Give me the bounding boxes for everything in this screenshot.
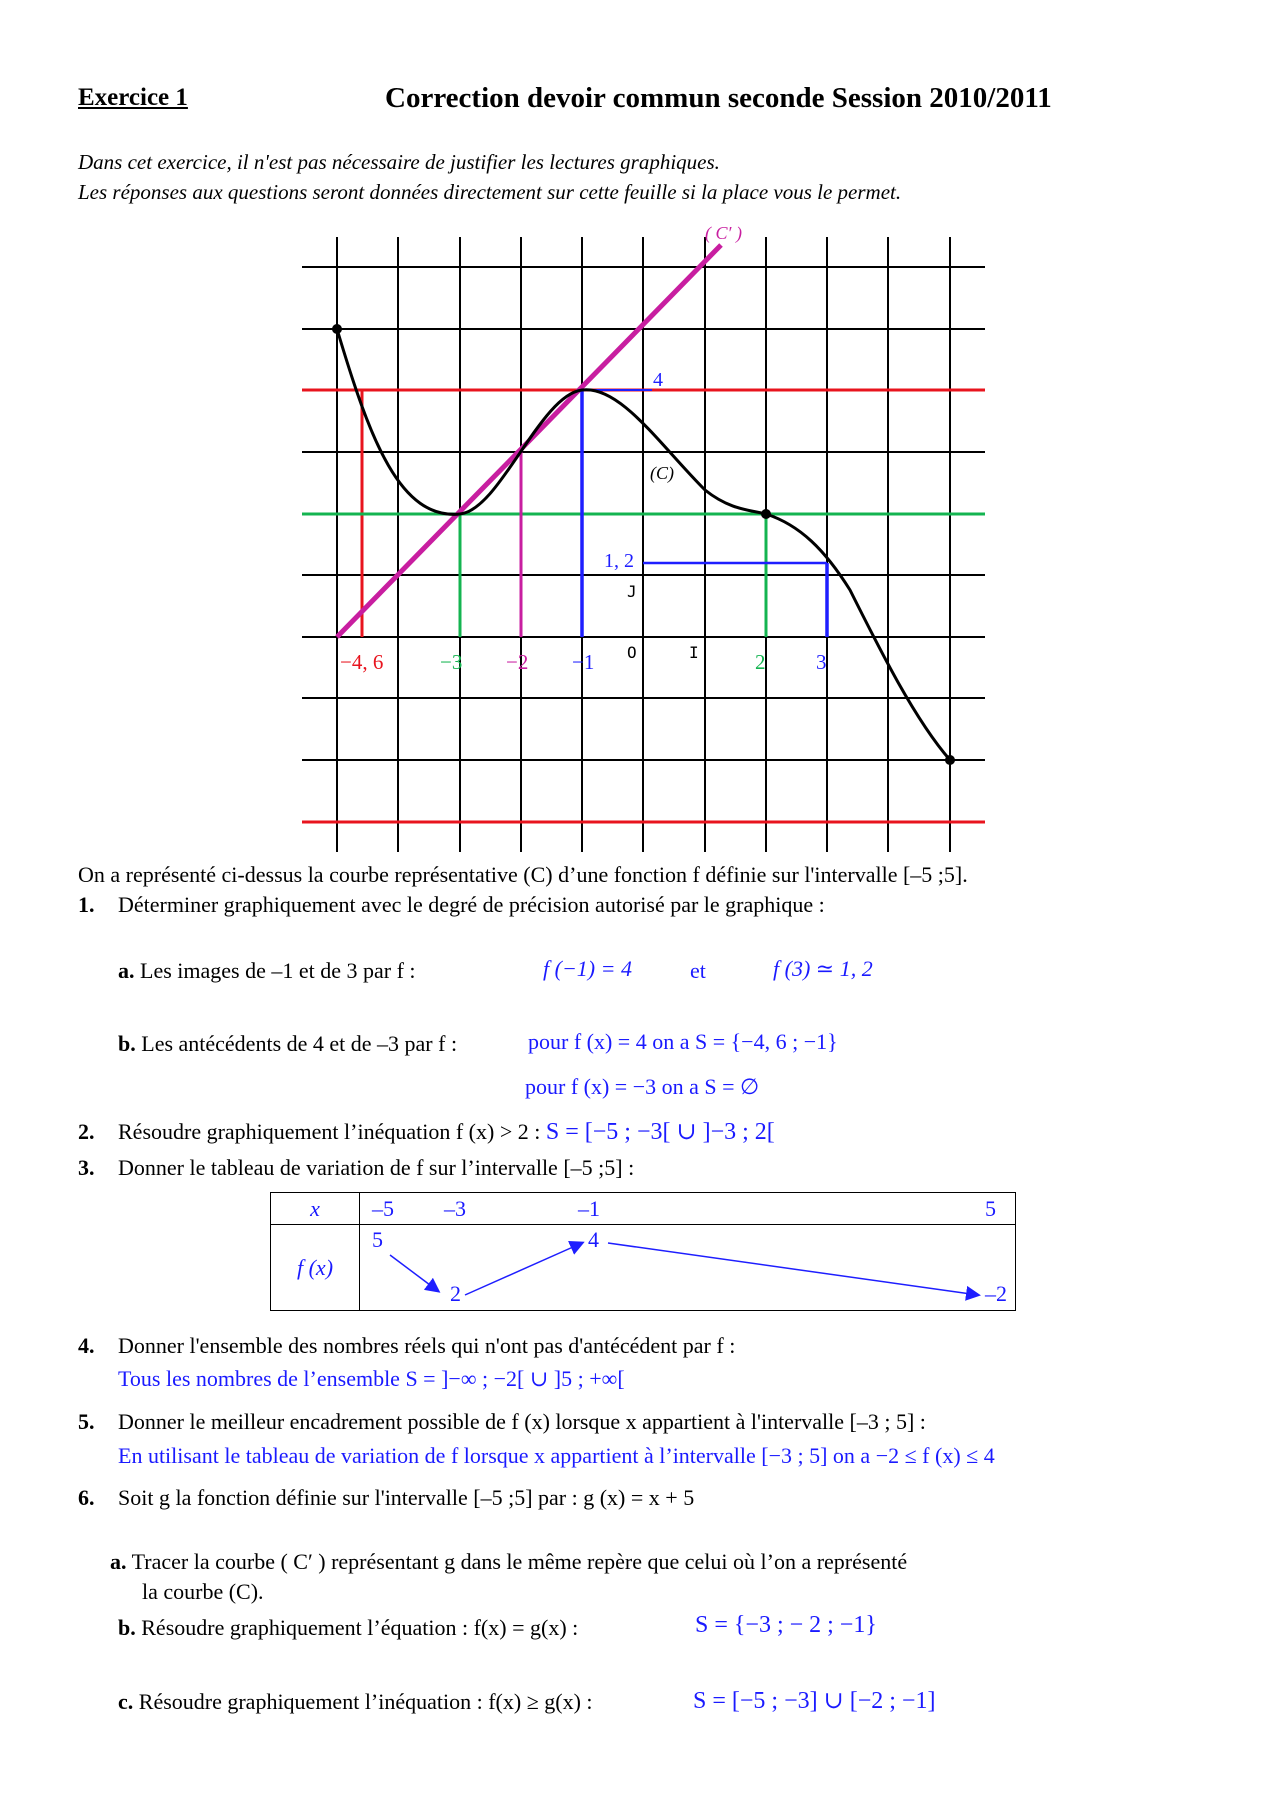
- arrow-decreasing-1: [390, 1255, 438, 1291]
- q1a-answer-2: f (3) ≃ 1, 2: [773, 956, 873, 981]
- f-value-4: 4: [588, 1227, 599, 1252]
- q5-text: Donner le meilleur encadrement possible de f (x) lorsque x appartient à l'intervalle [–3 ; 5] :: [118, 1409, 926, 1434]
- q1b-label: b.: [118, 1031, 136, 1056]
- exercise-number: Exercice 1: [78, 84, 188, 111]
- curve-endpoint: [945, 755, 955, 765]
- arrow-increasing: [465, 1243, 582, 1295]
- x-value-minus1: –1: [578, 1196, 600, 1221]
- q1a-label: a.: [118, 958, 135, 983]
- xlabel-3: 3: [816, 650, 827, 674]
- q5-number: 5.: [78, 1409, 95, 1434]
- q1a: [118, 958, 416, 984]
- table-header-fx: f (x): [271, 1225, 360, 1311]
- q1a-et: et: [690, 958, 706, 983]
- grid: [302, 237, 985, 852]
- question-1: [78, 892, 825, 918]
- table-x-row: [360, 1193, 1016, 1225]
- q1b-answer-2: pour f (x) = −3 on a S = ∅: [525, 1074, 760, 1099]
- q6c-text: Résoudre graphiquement l’inéquation : f(x) ≥ g(x) :: [138, 1689, 593, 1714]
- q6c: [118, 1689, 593, 1715]
- page-title: Correction devoir commun seconde Session 2010/2011: [385, 82, 1052, 114]
- question-3: [78, 1155, 634, 1181]
- f-value-5: 5: [372, 1227, 383, 1252]
- q6-text: Soit g la fonction définie sur l'intervalle [–5 ;5] par : g (x) = x + 5: [118, 1485, 695, 1510]
- f-value-minus2: –2: [985, 1281, 1007, 1306]
- question-intro: On a représenté ci-dessus la courbe représentative (C) d’une fonction f définie sur l'intervalle [–5 ;5].: [78, 862, 968, 887]
- arrow-decreasing-2: [608, 1243, 978, 1295]
- q6b-text: Résoudre graphiquement l’équation : f(x) = g(x) :: [141, 1615, 579, 1640]
- label-y-12: 1, 2: [604, 550, 634, 572]
- q6b: [118, 1615, 578, 1641]
- q2-number: 2.: [78, 1119, 95, 1144]
- q1-text: Déterminer graphiquement avec le degré de précision autorisé par le graphique :: [118, 892, 825, 917]
- intro-line-1: Dans cet exercice, il n'est pas nécessaire de justifier les lectures graphiques.: [78, 150, 720, 174]
- label-c: (C): [650, 463, 674, 483]
- q6c-label: c.: [118, 1689, 134, 1714]
- curve-point: [761, 509, 771, 519]
- q1b: [118, 1031, 457, 1057]
- q1a-text: Les images de –1 et de 3 par f :: [140, 958, 416, 983]
- table-fx-row: [360, 1225, 1016, 1311]
- q1b-text: Les antécédents de 4 et de –3 par f :: [141, 1031, 458, 1056]
- q2-text: Résoudre graphiquement l’inéquation f (x) > 2 :: [118, 1119, 541, 1144]
- q6b-answer: S = {−3 ; − 2 ; −1}: [695, 1612, 877, 1638]
- label-y-4: 4: [653, 369, 663, 391]
- curve-endpoint: [332, 324, 342, 334]
- q6a-text-1: Tracer la courbe ( C′ ) représentant g dans le même repère que celui où l’on a représenté: [131, 1549, 908, 1574]
- intro-line-2: Les réponses aux questions seront données directement sur cette feuille si la place vous le permet.: [78, 180, 902, 204]
- q5-answer: En utilisant le tableau de variation de f lorsque x appartient à l’intervalle [−3 ; 5] on a −2 ≤ f (x) ≤ 4: [118, 1443, 995, 1468]
- q6-number: 6.: [78, 1485, 95, 1510]
- q1a-answer-1: f (−1) = 4: [543, 956, 632, 981]
- q1b-answer-1: pour f (x) = 4 on a S = {−4, 6 ; −1}: [528, 1029, 838, 1054]
- question-2: [78, 1117, 775, 1146]
- q2-answer: S = [−5 ; −3[ ∪ ]−3 ; 2[: [545, 1119, 775, 1145]
- q3-text: Donner le tableau de variation de f sur l’intervalle [–5 ;5] :: [118, 1155, 635, 1180]
- question-5: [78, 1409, 926, 1435]
- q3-number: 3.: [78, 1155, 95, 1180]
- label-c-prime: ( C′ ): [705, 223, 742, 243]
- q4-text: Donner l'ensemble des nombres réels qui n'ont pas d'antécédent par f :: [118, 1333, 736, 1358]
- variation-arrows: [360, 1225, 1016, 1311]
- x-value-5: 5: [985, 1196, 996, 1221]
- q6a-text-2: la courbe (C).: [142, 1579, 264, 1604]
- x-value-minus5: –5: [372, 1196, 394, 1221]
- function-graph: [0, 0, 1280, 870]
- label-o: O: [627, 643, 637, 662]
- f-value-2: 2: [450, 1281, 461, 1306]
- x-value-minus3: –3: [444, 1196, 466, 1221]
- xlabel-minus3: −3: [440, 650, 463, 674]
- q6a: [110, 1549, 907, 1575]
- variation-table: [270, 1192, 1016, 1311]
- q4-answer: Tous les nombres de l’ensemble S = ]−∞ ; −2[ ∪ ]5 ; +∞[: [118, 1366, 625, 1391]
- xlabel-minus46: −4, 6: [340, 650, 384, 674]
- question-4: [78, 1333, 735, 1359]
- q6b-label: b.: [118, 1615, 136, 1640]
- q6c-answer: S = [−5 ; −3] ∪ [−2 ; −1]: [693, 1688, 936, 1714]
- xlabel-minus1: −1: [572, 650, 595, 674]
- xlabel-2: 2: [755, 650, 766, 674]
- q6a-label: a.: [110, 1549, 127, 1574]
- q4-number: 4.: [78, 1333, 95, 1358]
- table-header-x: x: [271, 1193, 360, 1225]
- q1-number: 1.: [78, 892, 95, 917]
- question-6: [78, 1485, 694, 1511]
- label-j: J: [627, 582, 637, 601]
- xlabel-minus2: −2: [506, 650, 529, 674]
- label-i: I: [689, 643, 699, 662]
